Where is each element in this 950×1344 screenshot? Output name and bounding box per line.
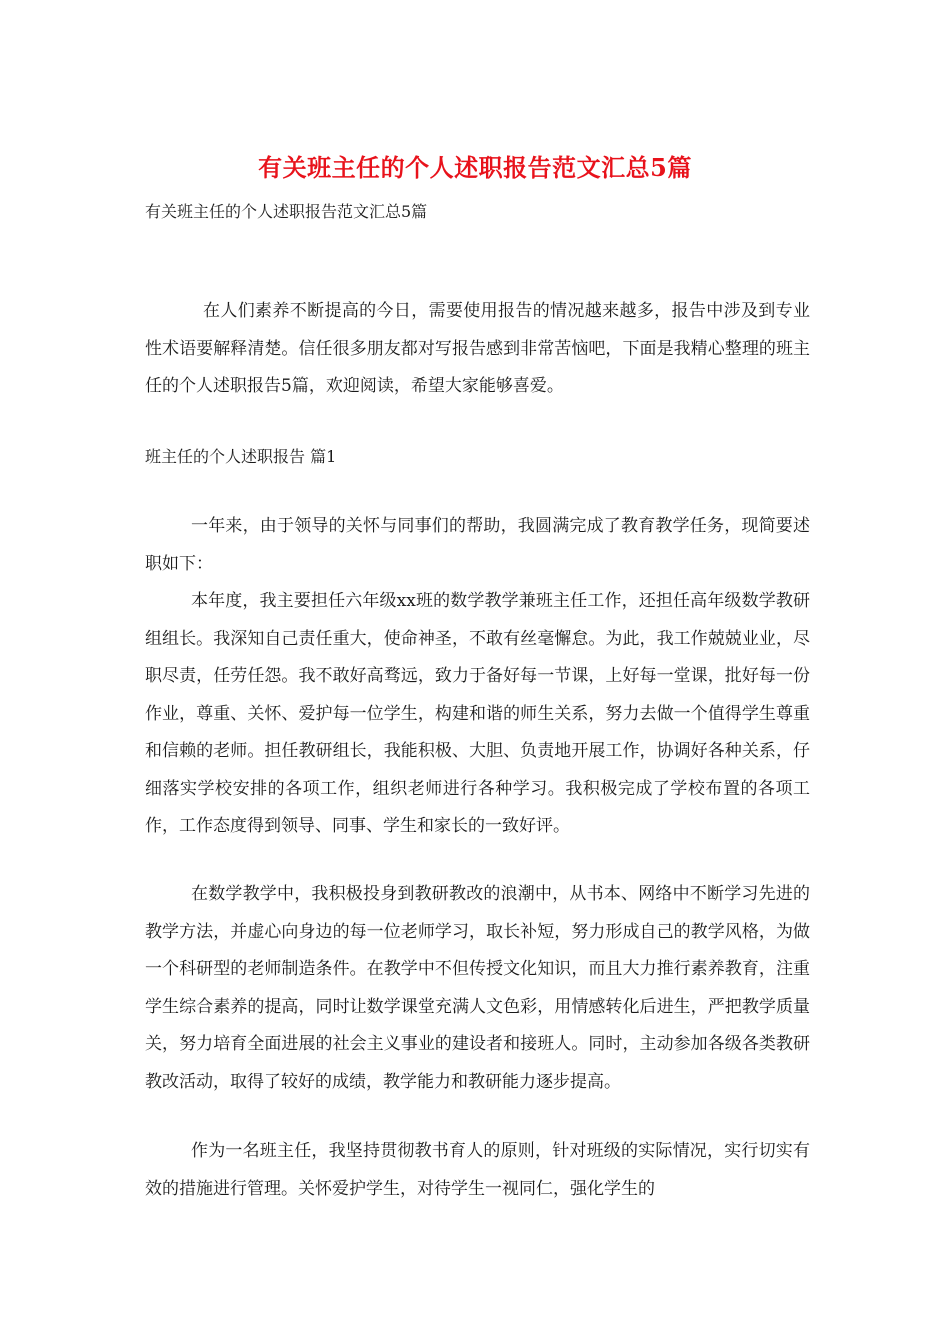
document-subtitle: 有关班主任的个人述职报告范文汇总5篇 [145,202,428,221]
section-heading: 班主任的个人述职报告 篇1 [145,447,337,466]
document-title: 有关班主任的个人述职报告范文汇总5篇 [258,153,692,182]
body-paragraph: 本年度，我主要担任六年级xx班的数学教学兼班主任工作，还担任高年级数学教研组组长。我深知自己责任重大，使命神圣，不敢有丝毫懈怠。为此，我工作兢兢业业，尽职尽责，任劳任怨。我不敢好高骛远，致力于备好每一节课，上好每一堂课，批好每一份作业，尊重、关怀、爱护每一位学生，构建和谐的师生关系，努力去做一个值得学生尊重和信赖的老师。担任教研组长，我能积极、大胆、负责地开展工作，协调好各种关系，仔细落实学校安排的各项工作，组织老师进行各种学习。我积极完成了学校布置的各项工作，工作态度得到领导、同事、学生和家长的一致好评。 [145,591,810,836]
intro-paragraph: 在人们素养不断提高的今日，需要使用报告的情况越来越多，报告中涉及到专业性术语要解释清楚。信任很多朋友都对写报告感到非常苦恼吧，下面是我精心整理的班主任的个人述职报告5篇，欢迎阅读，希望大家能够喜爱。 [145,301,810,396]
body-paragraph: 在数学教学中，我积极投身到教研教改的浪潮中，从书本、网络中不断学习先进的教学方法，并虚心向身边的每一位老师学习，取长补短，努力形成自己的教学风格，为做一个科研型的老师制造条件。在教学中不但传授文化知识，而且大力推行素养教育，注重学生综合素养的提高，同时让数学课堂充满人文色彩，用情感转化后进生，严把教学质量关，努力培育全面进展的社会主义事业的建设者和接班人。同时，主动参加各级各类教研教改活动，取得了较好的成绩，教学能力和教研能力逐步提高。 [145,884,810,1092]
body-paragraph: 作为一名班主任，我坚持贯彻教书育人的原则，针对班级的实际情况，实行切实有效的措施进行管理。关怀爱护学生，对待学生一视同仁，强化学生的 [145,1141,810,1199]
body-paragraph: 一年来，由于领导的关怀与同事们的帮助，我圆满完成了教育教学任务，现简要述职如下： [145,516,810,574]
